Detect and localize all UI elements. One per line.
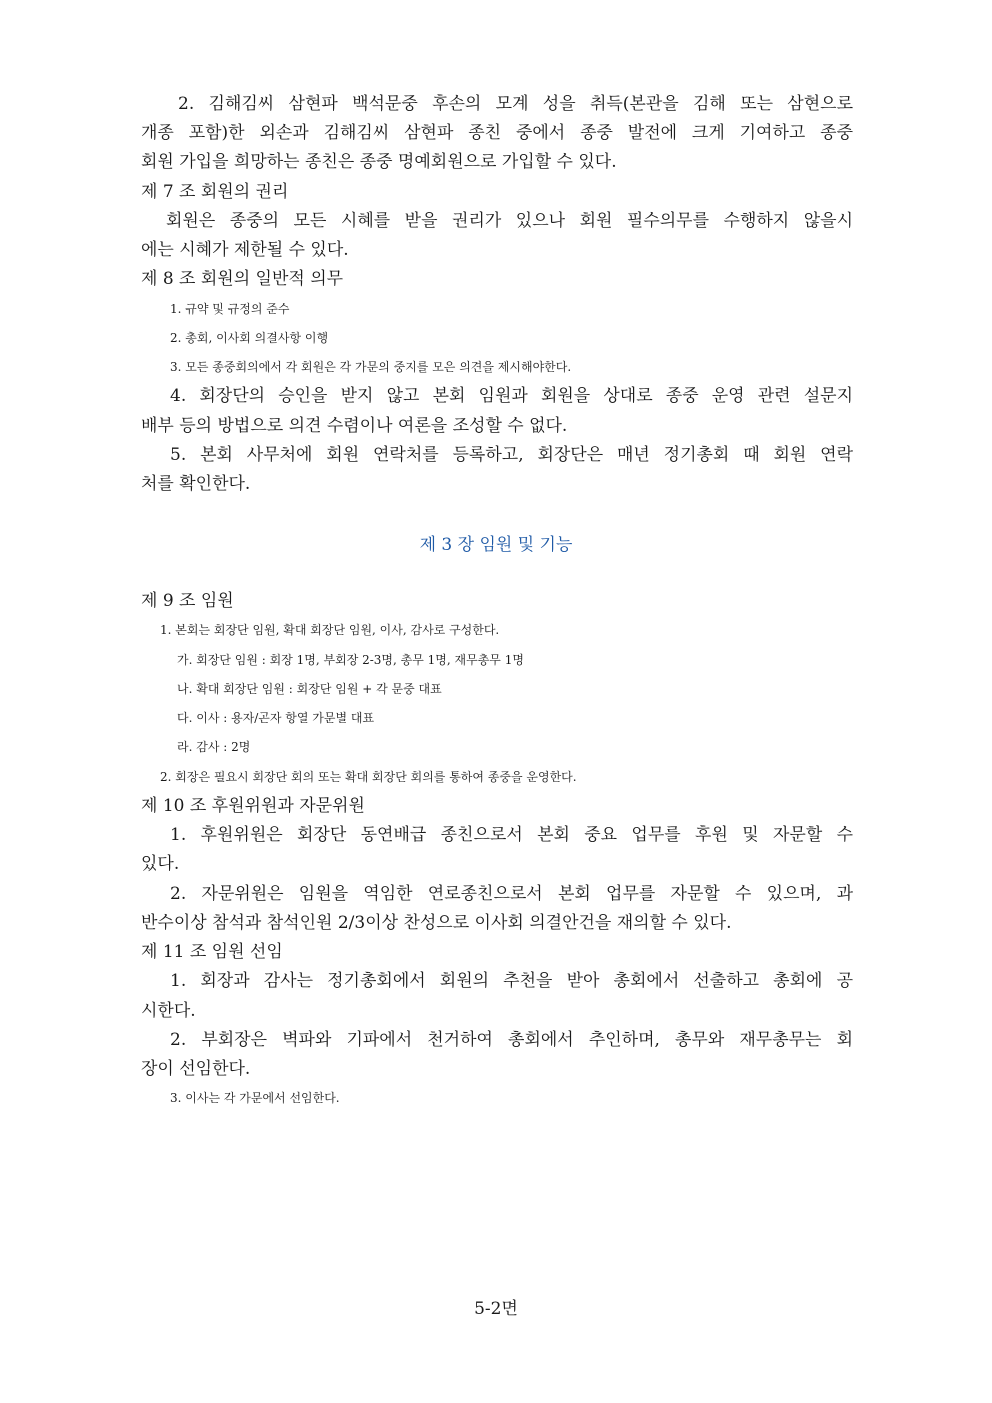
- article-8-heading: 제 8 조 회원의 일반적 의무: [141, 269, 344, 289]
- article-9-item-2: 2. 회장은 필요시 회장단 회의 또는 확대 회장단 회의를 통하여 종중을 운영한다.: [160, 770, 577, 784]
- article-8-item-5-line-2: 처를 확인한다.: [141, 474, 251, 494]
- article-7-text-line-1: 회원은 종중의 모든 시혜를 받을 권리가 있으나 회원 필수의무를 수행하지 않을시: [166, 211, 853, 231]
- article-11-item-3: 3. 이사는 각 가문에서 선임한다.: [170, 1091, 340, 1105]
- article-8-item-2: 2. 총회, 이사회 의결사항 이행: [170, 331, 329, 345]
- article-10-heading: 제 10 조 후원위원과 자문위원: [141, 796, 365, 816]
- article-9-item-1-da: 다. 이사 : 용자/곤자 항열 가문별 대표: [177, 711, 375, 725]
- article-9-item-1-ra: 라. 감사 : 2명: [177, 740, 251, 754]
- article-11-item-1-line-1: 1. 회장과 감사는 정기총회에서 회원의 추천을 받아 총회에서 선출하고 총회에 공: [170, 971, 853, 991]
- article-6-item-2-line-1: 2. 김해김씨 삼현파 백석문중 후손의 모계 성을 취득(본관을 김해 또는 삼현으로: [178, 94, 853, 114]
- chapter-3-heading: 제 3 장 임원 및 기능: [419, 535, 573, 555]
- article-11-item-2-line-1: 2. 부회장은 벽파와 기파에서 천거하여 총회에서 추인하며, 총무와 재무총무는 회: [170, 1030, 853, 1050]
- article-11-heading: 제 11 조 임원 선임: [141, 942, 283, 962]
- article-7-text-line-2: 에는 시혜가 제한될 수 있다.: [141, 240, 349, 260]
- article-10-item-1-line-1: 1. 후원위원은 회장단 동연배급 종친으로서 본회 중요 업무를 후원 및 자문할 수: [170, 825, 853, 845]
- article-9-item-1-ga: 가. 회장단 임원 : 회장 1명, 부회장 2-3명, 총무 1명, 재무총무 1명: [177, 653, 524, 667]
- article-6-item-2-line-2: 개종 포함)한 외손과 김해김씨 삼현파 종친 중에서 종중 발전에 크게 기여하고 종중: [141, 123, 853, 143]
- article-9-item-1-na: 나. 확대 회장단 임원 : 회장단 임원 + 각 문중 대표: [177, 682, 442, 696]
- article-11-item-2-line-2: 장이 선임한다.: [141, 1059, 251, 1079]
- article-10-item-1-line-2: 있다.: [141, 854, 180, 874]
- article-10-item-2-line-2: 반수이상 참석과 참석인원 2/3이상 찬성으로 이사회 의결안건을 재의할 수 있다.: [141, 913, 732, 933]
- article-8-item-5-line-1: 5. 본회 사무처에 회원 연락처를 등록하고, 회장단은 매년 정기총회 때 회원 연락: [170, 445, 853, 465]
- page-number: 5-2면: [474, 1299, 518, 1319]
- article-9-item-1: 1. 본회는 회장단 임원, 확대 회장단 임원, 이사, 감사로 구성한다.: [160, 623, 500, 637]
- article-6-item-2-line-3: 회원 가입을 희망하는 종친은 종중 명예회원으로 가입할 수 있다.: [141, 152, 617, 172]
- article-9-heading: 제 9 조 임원: [141, 591, 234, 611]
- article-8-item-1: 1. 규약 및 규정의 준수: [170, 302, 290, 316]
- article-8-item-4-line-2: 배부 등의 방법으로 의견 수렴이나 여론을 조성할 수 없다.: [141, 416, 568, 436]
- article-11-item-1-line-2: 시한다.: [141, 1001, 196, 1021]
- article-8-item-3: 3. 모든 종중회의에서 각 회원은 각 가문의 중지를 모은 의견을 제시해야한다.: [170, 360, 572, 374]
- article-10-item-2-line-1: 2. 자문위원은 임원을 역임한 연로종친으로서 본회 업무를 자문할 수 있으며, 과: [170, 884, 853, 904]
- article-8-item-4-line-1: 4. 회장단의 승인을 받지 않고 본회 임원과 회원을 상대로 종중 운영 관련 설문지: [170, 386, 853, 406]
- article-7-heading: 제 7 조 회원의 권리: [141, 182, 289, 202]
